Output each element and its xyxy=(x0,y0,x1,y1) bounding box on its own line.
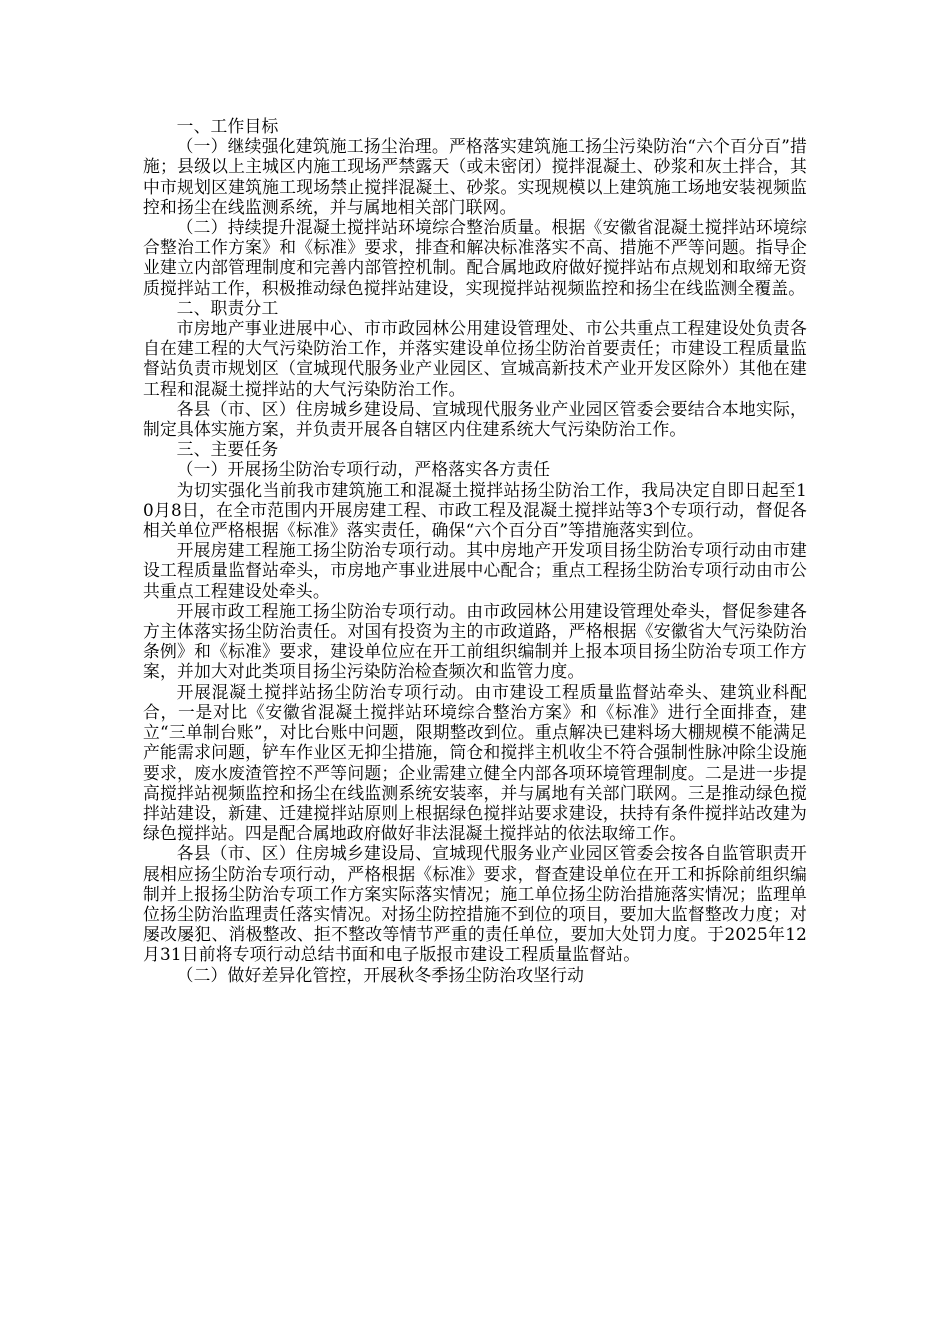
paragraph: 为切实强化当前我市建筑施工和混凝土搅拌站扬尘防治工作，我局决定自即日起至10月8日，在全市范围内开展房建工程、市政工程及混凝土搅拌站等3个专项行动，督促各相关单位严格根据《标准》落实责任，确保“六个百分百”等措施落实到位。 xyxy=(143,479,807,541)
paragraph: （一）继续强化建筑施工扬尘治理。严格落实建筑施工扬尘污染防治“六个百分百”措施；县级以上主城区内施工现场严禁露天（或未密闭）搅拌混凝土、砂浆和灰土拌合，其中市规划区建筑施工现场禁止搅拌混凝土、砂浆。实现规模以上建筑施工场地安装视频监控和扬尘在线监测系统，并与属地相关部门联网。 xyxy=(143,136,807,217)
section-heading-goals: 一、工作目标 xyxy=(176,116,279,136)
paragraph: （二）持续提升混凝土搅拌站环境综合整治质量。根据《安徽省混凝土搅拌站环境综合整治工作方案》和《标准》要求，排查和解决标准落实不高、措施不严等问题。指导企业建立内部管理制度和完善内部管控机制。配合属地政府做好搅拌站布点规划和取缔无资质搅拌站工作，积极推动绿色搅拌站建设，实现搅拌站视频监控和扬尘在线监测全覆盖。 xyxy=(143,217,807,298)
subsection-heading: （一）开展扬尘防治专项行动，严格落实各方责任 xyxy=(176,459,551,480)
paragraph: 各县（市、区）住房城乡建设局、宣城现代服务业产业园区管委会按各自监管职责开展相应扬尘防治专项行动，严格根据《标准》要求，督查建设单位在开工和拆除前组织编制并上报扬尘防治专项工作方案实际落实情况；施工单位扬尘防治措施落实情况；监理单位扬尘防治监理责任落实情况。对扬尘防控措施不到位的项目，要加大监督整改力度；对屡改屡犯、消极整改、拒不整改等情节严重的责任单位，要加大处罚力度。于2025年12月31日前将专项行动总结书面和电子版报市建设工程质量监督站。 xyxy=(143,843,807,965)
paragraph: 开展混凝土搅拌站扬尘防治专项行动。由市建设工程质量监督站牵头、建筑业科配合，一是对比《安徽省混凝土搅拌站环境综合整治方案》和《标准》进行全面排查，建立“三单制台账”，对比台账中问题，限期整改到位。重点解决已建料场大棚规模不能满足产能需求问题，铲车作业区无抑尘措施，筒仓和搅拌主机收尘不符合强制性脉冲除尘设施要求，废水废渣管控不严等问题；企业需建立健全内部各项环境管理制度。二是进一步提高搅拌站视频监控和扬尘在线监测系统安装率，并与属地有关部门联网。三是推动绿色搅拌站建设，新建、迁建搅拌站原则上根据绿色搅拌站要求建设，扶持有条件搅拌站改建为绿色搅拌站。四是配合属地政府做好非法混凝土搅拌站的依法取缔工作。 xyxy=(143,681,807,844)
section-heading-responsibilities: 二、职责分工 xyxy=(176,297,279,318)
section-heading-tasks: 三、主要任务 xyxy=(176,439,279,460)
paragraph: 各县（市、区）住房城乡建设局、宣城现代服务业产业园区管委会要结合本地实际，制定具体实施方案，并负责开展各自辖区内住建系统大气污染防治工作。 xyxy=(143,398,807,440)
subsection-heading: （二）做好差异化管控，开展秋冬季扬尘防治攻坚行动 xyxy=(176,964,585,985)
paragraph: 开展房建工程施工扬尘防治专项行动。其中房地产开发项目扬尘防治专项行动由市建设工程质量监督站牵头，市房地产事业进展中心配合；重点工程扬尘防治专项行动由市公共重点工程建设处牵头。 xyxy=(143,540,807,601)
document-body xyxy=(143,116,807,985)
paragraph: 开展市政工程施工扬尘防治专项行动。由市政园林公用建设管理处牵头，督促参建各方主体落实扬尘防治责任。对国有投资为主的市政道路，严格根据《安徽省大气污染防治条例》和《标准》要求，建设单位应在开工前组织编制并上报本项目扬尘防治专项工作方案，并加大对此类项目扬尘污染防治检查频次和监管力度。 xyxy=(143,600,807,682)
paragraph: 市房地产事业进展中心、市市政园林公用建设管理处、市公共重点工程建设处负责各自在建工程的大气污染防治工作，并落实建设单位扬尘防治首要责任；市建设工程质量监督站负责市规划区（宣城现代服务业产业园区、宣城高新技术产业开发区除外）其他在建工程和混凝土搅拌站的大气污染防治工作。 xyxy=(143,318,807,399)
